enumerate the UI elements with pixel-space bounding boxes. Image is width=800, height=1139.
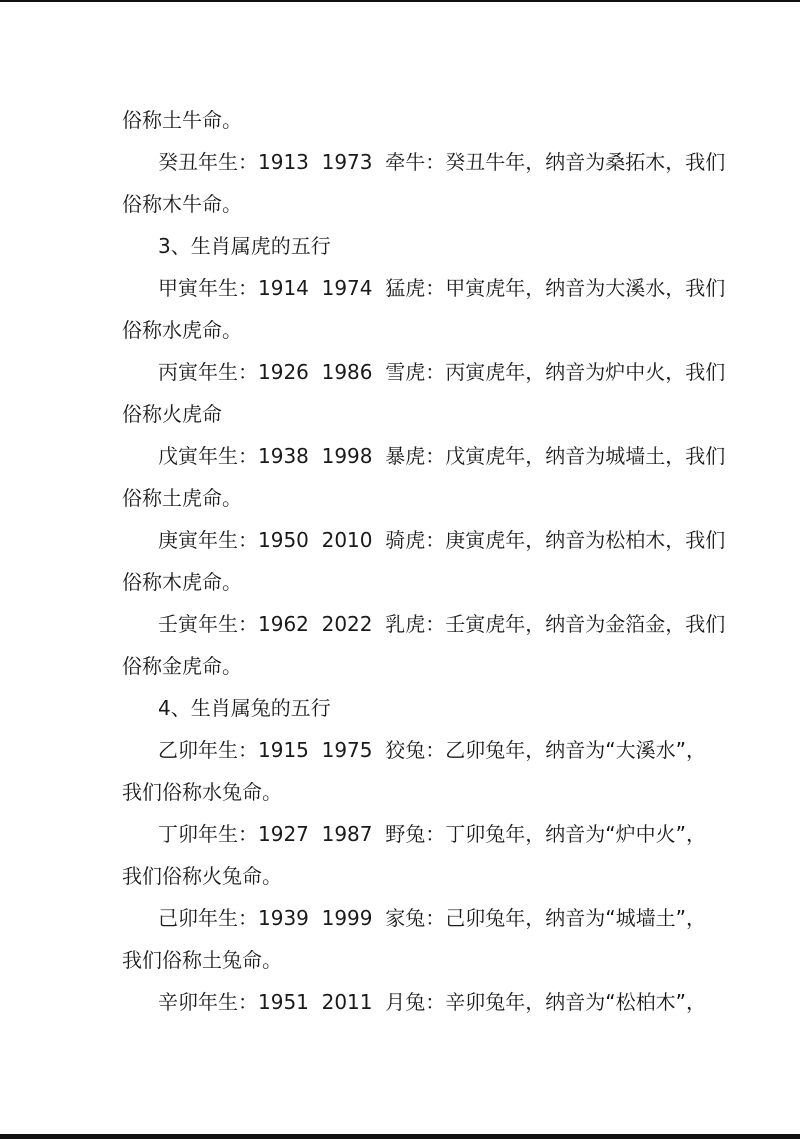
bottom-border (0, 1134, 800, 1139)
text-line: 俗称木虎命。 (122, 570, 242, 594)
text-line: 俗称水虎命。 (122, 318, 242, 342)
text-line: 乙卯年生：1915 1975 狡兔：乙卯兔年，纳音为“大溪水”， (158, 738, 706, 762)
text-line: 俗称火虎命 (122, 402, 222, 426)
section-heading: 3、生肖属虎的五行 (158, 234, 331, 258)
text-line: 我们俗称土兔命。 (122, 948, 282, 972)
text-line: 庚寅年生：1950 2010 骑虎：庚寅虎年，纳音为松柏木，我们 (158, 528, 726, 552)
text-line: 俗称金虎命。 (122, 654, 242, 678)
text-line: 俗称木牛命。 (122, 192, 242, 216)
text-line: 甲寅年生：1914 1974 猛虎：甲寅虎年，纳音为大溪水，我们 (158, 276, 726, 300)
text-line: 我们俗称水兔命。 (122, 780, 282, 804)
text-line: 丁卯年生：1927 1987 野兔：丁卯兔年，纳音为“炉中火”， (158, 822, 706, 846)
text-line: 丙寅年生：1926 1986 雪虎：丙寅虎年，纳音为炉中火，我们 (158, 360, 726, 384)
text-line: 我们俗称火兔命。 (122, 864, 282, 888)
text-line: 辛卯年生：1951 2011 月兔：辛卯兔年，纳音为“松柏木”， (158, 990, 706, 1014)
text-line: 戊寅年生：1938 1998 暴虎：戊寅虎年，纳音为城墙土，我们 (158, 444, 726, 468)
text-line: 己卯年生：1939 1999 家兔：己卯兔年，纳音为“城墙土”， (158, 906, 706, 930)
text-line: 癸丑年生：1913 1973 牵牛：癸丑牛年，纳音为桑拓木，我们 (158, 150, 726, 174)
section-heading: 4、生肖属兔的五行 (158, 696, 331, 720)
text-line: 俗称土虎命。 (122, 486, 242, 510)
text-line: 俗称土牛命。 (122, 108, 242, 132)
text-line: 壬寅年生：1962 2022 乳虎：壬寅虎年，纳音为金箔金，我们 (158, 612, 726, 636)
